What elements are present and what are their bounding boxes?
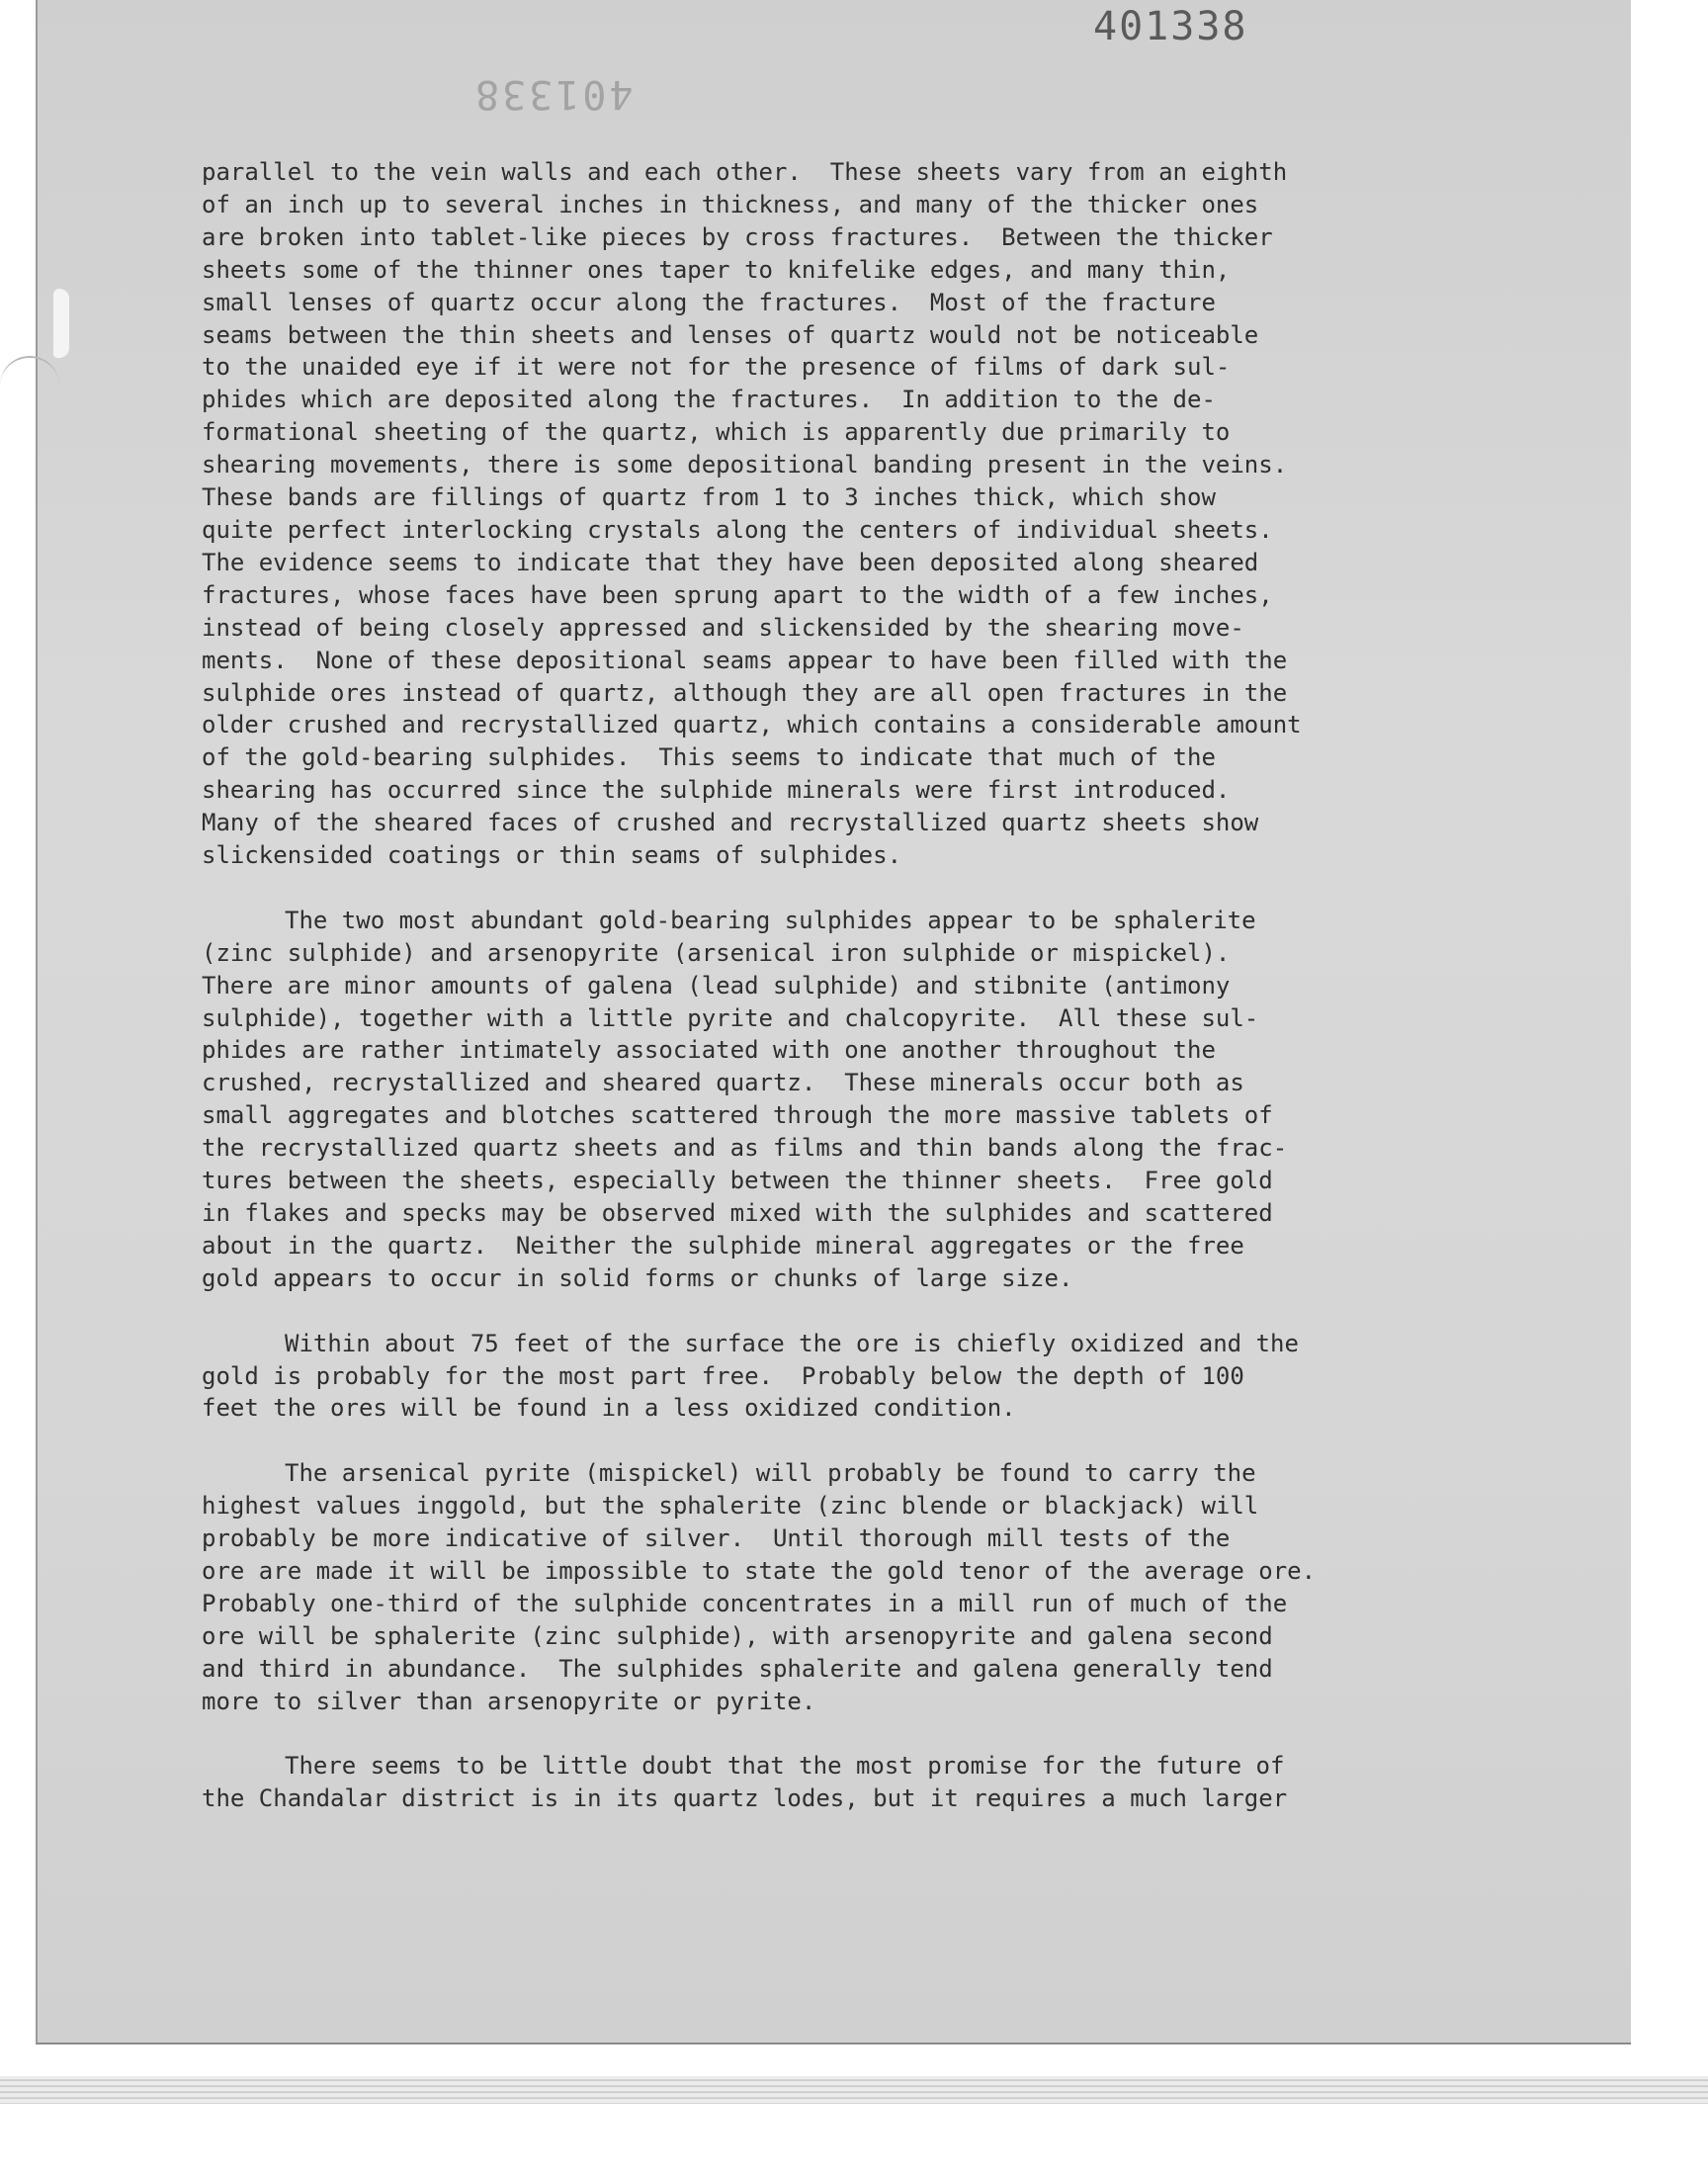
text-line: These bands are fillings of quartz from 1 to 3 inches thick, which show — [202, 483, 1216, 512]
paragraph — [202, 905, 1506, 1295]
paragraph — [202, 1750, 1506, 1815]
text-line: highest values inggold, but the sphalerite (zinc blende or blackjack) will — [202, 1492, 1259, 1521]
text-line: of the gold-bearing sulphides. This seems to indicate that much of the — [202, 743, 1216, 772]
text-line: quite perfect interlocking crystals along the centers of individual sheets. — [202, 515, 1273, 544]
text-line: crushed, recrystallized and sheared quartz. These minerals occur both as — [202, 1069, 1244, 1097]
text-line: (zinc sulphide) and arsenopyrite (arsenical iron sulphide or mispickel). — [202, 938, 1231, 967]
text-line: seams between the thin sheets and lenses of quartz would not be noticeable — [202, 320, 1259, 349]
text-line: gold is probably for the most part free. Probably below the depth of 100 — [202, 1361, 1244, 1390]
text-line: slickensided coatings or thin seams of sulphides. — [202, 841, 902, 870]
text-line: Many of the sheared faces of crushed and recrystallized quartz sheets show — [202, 809, 1259, 837]
text-line: small lenses of quartz occur along the fractures. Most of the fracture — [202, 288, 1216, 316]
text-line: ore are made it will be impossible to state the gold tenor of the average ore. — [202, 1556, 1317, 1585]
text-line: tures between the sheets, especially between the thinner sheets. Free gold — [202, 1167, 1273, 1195]
text-line: fractures, whose faces have been sprung apart to the width of a few inches, — [202, 580, 1273, 609]
text-line: probably be more indicative of silver. Until thorough mill tests of the — [202, 1524, 1231, 1553]
text-line: older crushed and recrystallized quartz, which contains a considerable amount — [202, 711, 1302, 740]
text-line: ore will be sphalerite (zinc sulphide), with arsenopyrite and galena second — [202, 1621, 1273, 1650]
text-line: sheets some of the thinner ones taper to knifelike edges, and many thin, — [202, 255, 1231, 284]
text-line: phides which are deposited along the fractures. In addition to the de- — [202, 386, 1216, 414]
text-line: small aggregates and blotches scattered through the more massive tablets of — [202, 1101, 1273, 1130]
text-line: instead of being closely appressed and slickensided by the shearing move- — [202, 613, 1244, 642]
text-line: There seems to be little doubt that the most promise for the future of — [285, 1752, 1285, 1781]
text-line: shearing has occurred since the sulphide minerals were first introduced. — [202, 776, 1231, 805]
text-line: are broken into tablet-like pieces by cross fractures. Between the thicker — [202, 222, 1273, 251]
scan-edge-strip — [0, 2076, 1708, 2104]
text-line: the recrystallized quartz sheets and as films and thin bands along the frac- — [202, 1134, 1288, 1163]
text-line: The arsenical pyrite (mispickel) will probably be found to carry the — [285, 1459, 1256, 1488]
text-line: ments. None of these depositional seams appear to have been filled with the — [202, 646, 1288, 674]
text-line: about in the quartz. Neither the sulphide mineral aggregates or the free — [202, 1231, 1244, 1260]
text-line: the Chandalar district is in its quartz lodes, but it requires a much larger — [202, 1784, 1288, 1813]
text-line: The two most abundant gold-bearing sulphides appear to be sphalerite — [285, 906, 1256, 934]
text-line: feet the ores will be found in a less oxidized condition. — [202, 1394, 1016, 1423]
text-line: of an inch up to several inches in thickness, and many of the thicker ones — [202, 190, 1259, 218]
text-line: to the unaided eye if it were not for the presence of films of dark sul- — [202, 353, 1231, 382]
text-line: phides are rather intimately associated with one another throughout the — [202, 1036, 1216, 1065]
text-line: more to silver than arsenopyrite or pyrite. — [202, 1687, 816, 1715]
text-line: gold appears to occur in solid forms or chunks of large size. — [202, 1263, 1073, 1292]
paragraph — [202, 1328, 1506, 1426]
text-line: The evidence seems to indicate that they have been deposited along sheared — [202, 548, 1259, 576]
text-line: in flakes and specks may be observed mixed with the sulphides and scattered — [202, 1198, 1273, 1227]
text-line: sulphide), together with a little pyrite and chalcopyrite. All these sul- — [202, 1003, 1259, 1032]
text-line: Probably one-third of the sulphide concentrates in a mill run of much of the — [202, 1589, 1288, 1617]
torn-edge-mark — [53, 289, 69, 358]
text-line: Within about 75 feet of the surface the ore is chiefly oxidized and the — [285, 1329, 1299, 1357]
text-line: shearing movements, there is some depositional banding present in the veins. — [202, 451, 1288, 479]
paragraph — [202, 156, 1506, 872]
text-line: There are minor amounts of galena (lead sulphide) and stibnite (antimony — [202, 971, 1231, 1000]
document-body — [202, 156, 1506, 1848]
text-line: sulphide ores instead of quartz, although they are all open fractures in the — [202, 678, 1288, 707]
document-number: 401338 — [1093, 4, 1248, 49]
inverted-stamp-number: 401338 — [472, 71, 634, 117]
text-line: formational sheeting of the quartz, which is apparently due primarily to — [202, 418, 1231, 447]
text-line: and third in abundance. The sulphides sphalerite and galena generally tend — [202, 1654, 1273, 1683]
text-line: parallel to the vein walls and each other. These sheets vary from an eighth — [202, 158, 1288, 186]
paragraph — [202, 1457, 1506, 1717]
